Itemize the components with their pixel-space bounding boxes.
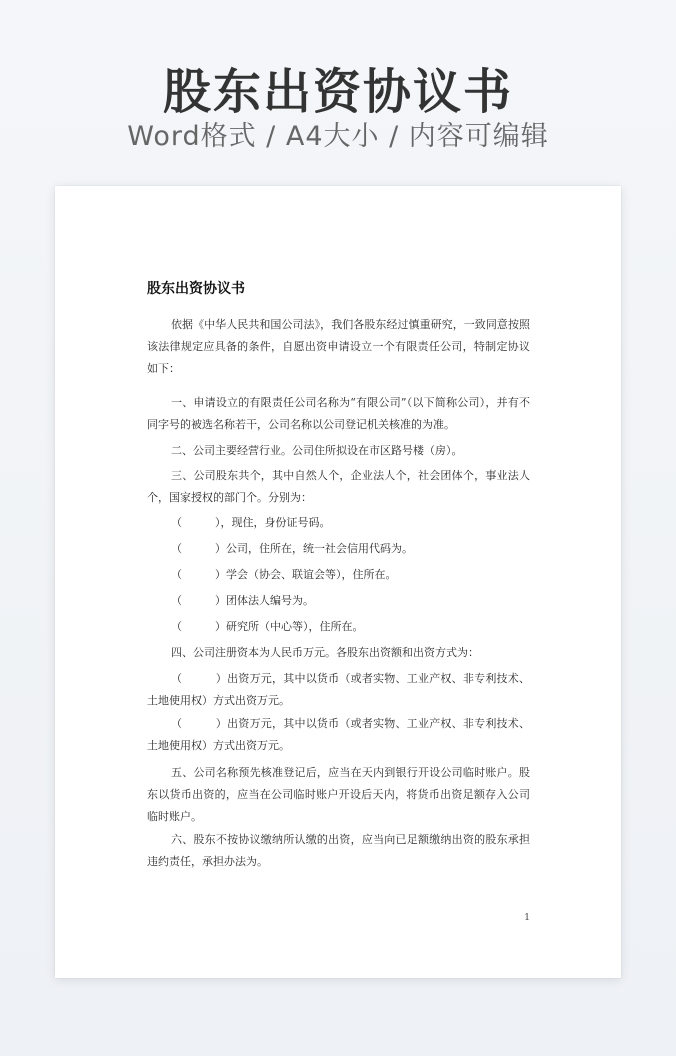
list-item-shareholder-3: （ ）学会（协会、联谊会等），住所在。 (171, 568, 397, 581)
list-item-shareholder-4: （ ）团体法人编号为。 (171, 594, 314, 607)
list-item-shareholder-1: （ ），现住，身份证号码。 (171, 516, 331, 529)
document-title: 股东出资协议书 (147, 281, 245, 297)
list-item-shareholder-5: （ ）研究所（中心等），住所在。 (171, 620, 364, 633)
paragraph-clause-1: 一、申请设立的有限责任公司名称为“有限公司”（以下简称公司），并有不同字号的被选名称若干，公司名称以公司登记机关核准的为准。 (147, 396, 530, 431)
document-page (55, 186, 621, 978)
banner-subtitle: Word格式 / A4大小 / 内容可编辑 (127, 121, 549, 152)
banner-title: 股东出资协议书 (162, 64, 513, 120)
paragraph-preamble: 依据《中华人民共和国公司法》，我们各股东经过慎重研究，一致同意按照该法律规定应具备的条件，自愿出资申请设立一个有限责任公司，特制定协议如下： (147, 318, 530, 375)
paragraph-clause-5: 五、公司名称预先核准登记后，应当在天内到银行开设公司临时账户。股东以货币出资的，应当在公司临时账户开设后天内，将货币出资足额存入公司临时账户。 (147, 766, 530, 823)
paragraph-clause-6: 六、股东不按协议缴纳所认缴的出资，应当向已足额缴纳出资的股东承担违约责任，承担办法为。 (147, 833, 530, 868)
list-item-shareholder-2: （ ）公司，住所在，统一社会信用代码为。 (171, 542, 413, 555)
list-item-contribution-2: （ ）出资万元，其中以货币（或者实物、工业产权、非专利技术、土地使用权）方式出资万元。 (147, 717, 530, 752)
paragraph-clause-3: 三、公司股东共个，其中自然人个，企业法人个，社会团体个，事业法人个，国家授权的部门个。分别为： (147, 469, 530, 504)
paragraph-clause-4: 四、公司注册资本为人民币万元。各股东出资额和出资方式为： (171, 646, 479, 659)
page-number: 1 (524, 913, 530, 923)
list-item-contribution-1: （ ）出资万元，其中以货币（或者实物、工业产权、非专利技术、土地使用权）方式出资万元。 (147, 672, 530, 707)
paragraph-clause-2: 二、公司主要经营行业。公司住所拟设在市区路号楼（房）。 (171, 444, 463, 457)
